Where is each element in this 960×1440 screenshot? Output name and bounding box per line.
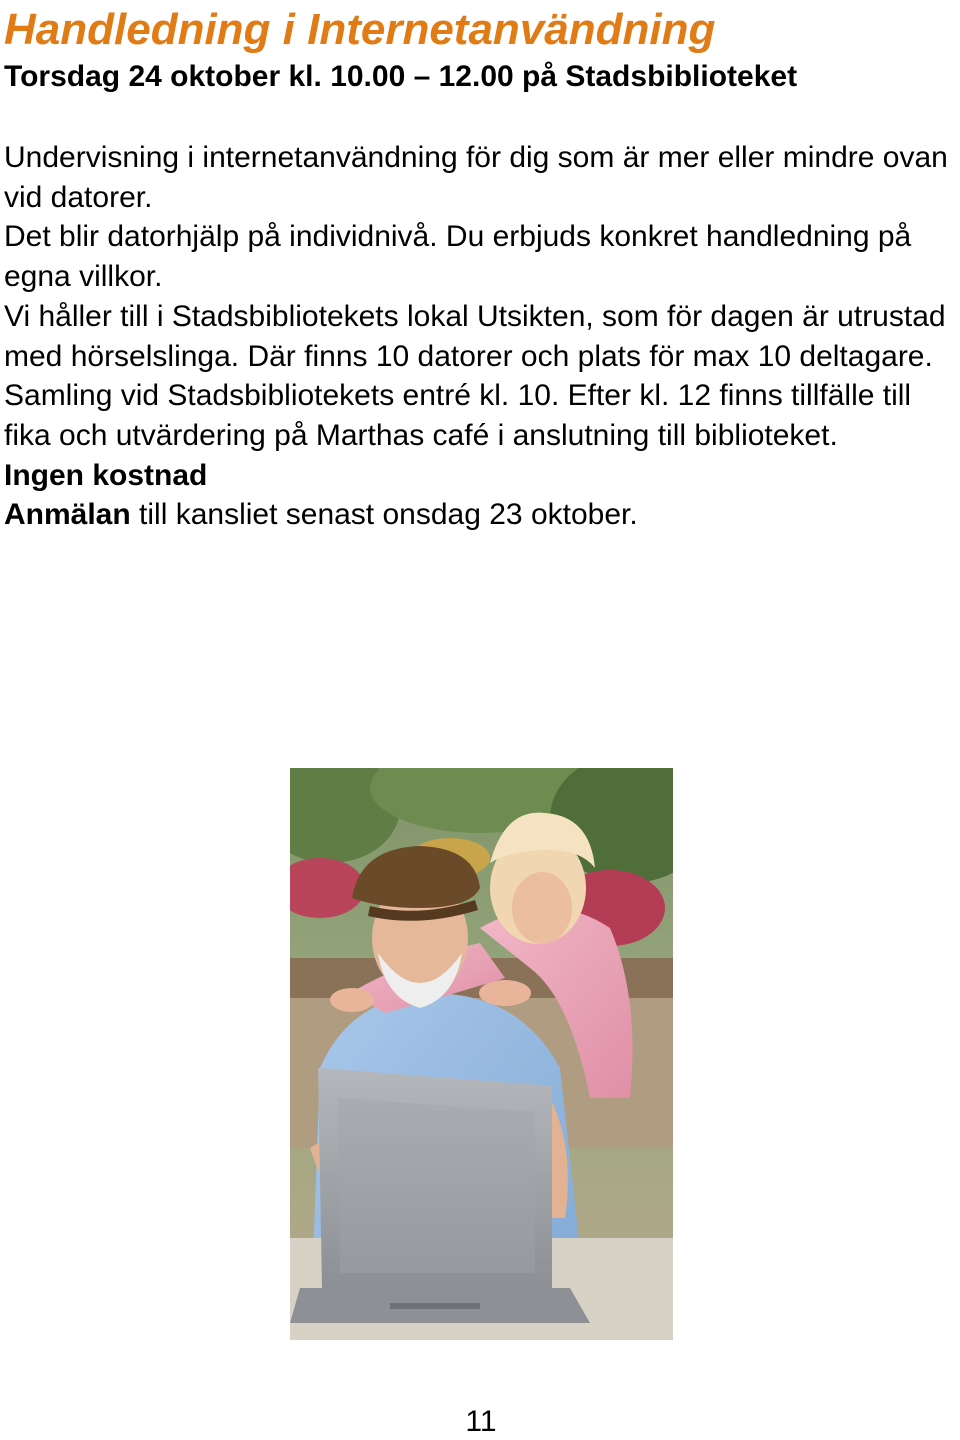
page-title: Handledning i Internetanvändning xyxy=(4,5,716,54)
cost-line: Ingen kostnad xyxy=(4,458,208,492)
event-date-time: Torsdag 24 oktober kl. 10.00 – 12.00 på Stadsbiblioteket xyxy=(4,60,798,93)
registration-text: till kansliet senast onsdag 23 oktober. xyxy=(130,498,638,532)
intro-paragraph: Undervisning i internetanvändning för dig som är mer eller mindre ovan vid datorer. xyxy=(4,141,948,214)
page-number xyxy=(0,1404,960,1440)
page-number-text: 11 xyxy=(465,1405,497,1438)
event-description xyxy=(4,138,960,535)
registration-line xyxy=(4,495,960,535)
location-paragraph: Vi håller till i Stadsbibliotekets lokal Utsikten, som för dagen är utrustad med hörselslinga. Där finns 10 datorer och plats för max 10 deltagare. xyxy=(4,299,946,373)
help-paragraph: Det blir datorhjälp på individnivå. Du erbjuds konkret handledning på egna villkor. xyxy=(4,220,912,294)
registration-label: Anmälan xyxy=(4,498,131,532)
photo-illustration xyxy=(290,768,673,1340)
meeting-paragraph: Samling vid Stadsbibliotekets entré kl. 10. Efter kl. 12 finns tillfälle till fika och utvärdering på Marthas café i anslutning till biblioteket. xyxy=(4,379,912,452)
seniors-laptop-photo xyxy=(290,768,673,1340)
